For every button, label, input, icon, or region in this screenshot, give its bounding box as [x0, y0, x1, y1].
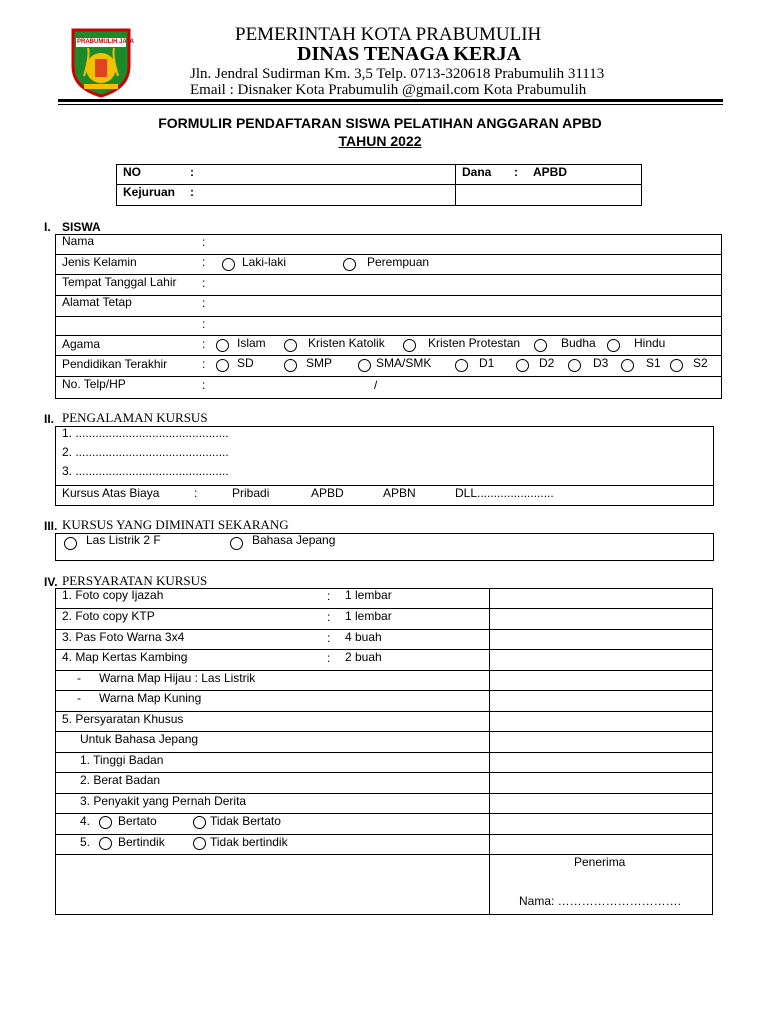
s1-row-line [55, 316, 722, 317]
pend-sd: SD [237, 356, 254, 370]
radio-bahasa-jepang[interactable] [230, 537, 243, 550]
logo-emblem [70, 26, 132, 98]
req-map-kuning: Warna Map Kuning [99, 691, 202, 705]
alamat-label: Alamat Tetap [62, 295, 132, 309]
radio-d2[interactable] [516, 359, 529, 372]
s1-row-line [55, 295, 722, 296]
telp-label: No. Telp/HP [62, 377, 126, 391]
form-title: FORMULIR PENDAFTARAN SISWA PELATIHAN ANGGARAN APBD [158, 115, 602, 131]
s2-title: PENGALAMAN KURSUS [62, 410, 208, 425]
req-tindik-num: 5. [80, 835, 91, 849]
req-map-hijau: Warna Map Hijau : Las Listrik [99, 671, 256, 685]
jk-colon: : [202, 255, 206, 269]
req-pasfoto-qty: 4 buah [345, 630, 382, 644]
radio-bertato[interactable] [99, 816, 112, 829]
req-ktp: 2. Foto copy KTP [62, 609, 155, 623]
dana-value: APBD [533, 165, 568, 179]
top-box-divider [455, 164, 456, 206]
ttl-label: Tempat Tanggal Lahir [62, 275, 177, 289]
alamat-colon-2: : [202, 317, 206, 331]
s1-row-line [55, 376, 722, 377]
radio-sma[interactable] [358, 359, 371, 372]
req-tinggi: 1. Tinggi Badan [80, 753, 164, 767]
req-ijazah: 1. Foto copy Ijazah [62, 588, 164, 602]
dana-colon: : [514, 165, 518, 179]
no-label: NO [123, 165, 141, 179]
radio-s1[interactable] [621, 359, 634, 372]
radio-d1[interactable] [455, 359, 468, 372]
dana-label: Dana [462, 165, 492, 179]
alamat-colon: : [202, 296, 206, 310]
s2-number: II. [44, 412, 55, 426]
header-rule-thick [58, 99, 723, 102]
pend-d1: D1 [479, 356, 495, 370]
kejuruan-label: Kejuruan [123, 185, 176, 199]
agama-colon: : [202, 337, 206, 351]
pend-s1: S1 [646, 356, 661, 370]
req-bahasa-jepang: Untuk Bahasa Jepang [80, 732, 199, 746]
radio-s2[interactable] [670, 359, 683, 372]
jenis-kelamin-label: Jenis Kelamin [62, 255, 137, 269]
ttl-colon: : [202, 276, 206, 290]
bertato-label: Bertato [118, 814, 157, 828]
s1-title: SISWA [62, 220, 101, 234]
pend-smp: SMP [306, 356, 333, 370]
las-listrik-label: Las Listrik 2 F [86, 533, 161, 547]
req-tato-num: 4. [80, 814, 91, 828]
s1-number: I. [44, 220, 51, 234]
radio-tidak-bertato[interactable] [193, 816, 206, 829]
radio-katolik[interactable] [284, 339, 297, 352]
bahasa-jepang-label: Bahasa Jepang [252, 533, 336, 547]
agama-hindu: Hindu [634, 336, 666, 350]
s4-number: IV. [44, 575, 58, 589]
req-ijazah-qty: 1 lembar [345, 588, 392, 602]
req-khusus: 5. Persyaratan Khusus [62, 712, 184, 726]
telp-colon: : [202, 378, 206, 392]
biaya-label: Kursus Atas Biaya [62, 486, 160, 500]
kejuruan-colon: : [190, 185, 194, 199]
biaya-pribadi: Pribadi [232, 486, 270, 500]
req-map: 4. Map Kertas Kambing [62, 650, 188, 664]
radio-las-listrik[interactable] [64, 537, 77, 550]
kursus-item-1: 1. .............................................. [62, 426, 229, 440]
header-agency: DINAS TENAGA KERJA [297, 43, 522, 65]
agama-budha: Budha [561, 336, 596, 350]
req-pasfoto: 3. Pas Foto Warna 3x4 [62, 630, 185, 644]
pendidikan-label: Pendidikan Terakhir [62, 357, 168, 371]
header-rule-thin [58, 104, 723, 105]
radio-laki-laki[interactable] [222, 258, 235, 271]
req-pasfoto-colon: : [327, 631, 331, 645]
form-year: TAHUN 2022 [338, 133, 422, 149]
agama-label: Agama [62, 337, 101, 351]
req-penyakit: 3. Penyakit yang Pernah Derita [80, 794, 247, 808]
header-government: PEMERINTAH KOTA PRABUMULIH [235, 24, 542, 45]
req-ktp-qty: 1 lembar [345, 609, 392, 623]
pendidikan-colon: : [202, 357, 206, 371]
req-ijazah-colon: : [327, 589, 331, 603]
radio-sd[interactable] [216, 359, 229, 372]
biaya-apbn: APBN [383, 486, 416, 500]
pend-d3: D3 [593, 356, 609, 370]
tidak-bertato-label: Tidak Bertato [210, 814, 281, 828]
laki-laki-label: Laki-laki [242, 255, 287, 269]
top-box-rule [116, 184, 642, 185]
req-map-kuning-dash: - [77, 691, 81, 705]
logo-text: PRABUMULIH JAYA [77, 39, 134, 45]
agama-islam: Islam [237, 336, 266, 350]
telp-slash: / [374, 378, 378, 392]
agama-protestan: Kristen Protestan [428, 336, 521, 350]
tidak-bertindik-label: Tidak bertindik [210, 835, 288, 849]
radio-perempuan[interactable] [343, 258, 356, 271]
pend-d2: D2 [539, 356, 555, 370]
radio-bertindik[interactable] [99, 837, 112, 850]
pend-s2: S2 [693, 356, 708, 370]
biaya-colon: : [194, 486, 198, 500]
biaya-dll: DLL....................... [455, 486, 554, 500]
radio-hindu[interactable] [607, 339, 620, 352]
kursus-item-2: 2. .............................................. [62, 445, 229, 459]
kursus-item-3: 3. .............................................. [62, 464, 229, 478]
penerima-nama: Nama: …………………………. [519, 894, 682, 908]
bertindik-label: Bertindik [118, 835, 165, 849]
s3-number: III. [44, 519, 58, 533]
nama-label: Nama [62, 234, 95, 248]
header-address: Jln. Jendral Sudirman Km. 3,5 Telp. 0713-320618 Prabumulih 31113 [190, 66, 605, 82]
s1-row-line [55, 335, 722, 336]
header-email: Email : Disnaker Kota Prabumulih @gmail.com Kota Prabumulih [190, 82, 587, 98]
pend-sma: SMA/SMK [376, 356, 432, 370]
radio-protestan[interactable] [403, 339, 416, 352]
biaya-apbd: APBD [311, 486, 344, 500]
req-berat: 2. Berat Badan [80, 773, 161, 787]
agama-katolik: Kristen Katolik [308, 336, 385, 350]
s4-title: PERSYARATAN KURSUS [62, 573, 208, 588]
no-colon: : [190, 165, 194, 179]
req-ktp-colon: : [327, 610, 331, 624]
req-map-qty: 2 buah [345, 650, 382, 664]
radio-tidak-bertindik[interactable] [193, 837, 206, 850]
nama-colon: : [202, 235, 206, 249]
s3-title: KURSUS YANG DIMINATI SEKARANG [62, 517, 289, 532]
req-map-hijau-dash: - [77, 671, 81, 685]
penerima-label: Penerima [574, 855, 626, 869]
radio-islam[interactable] [216, 339, 229, 352]
radio-d3[interactable] [568, 359, 581, 372]
req-map-colon: : [327, 651, 331, 665]
radio-smp[interactable] [284, 359, 297, 372]
radio-budha[interactable] [534, 339, 547, 352]
perempuan-label: Perempuan [367, 255, 430, 269]
